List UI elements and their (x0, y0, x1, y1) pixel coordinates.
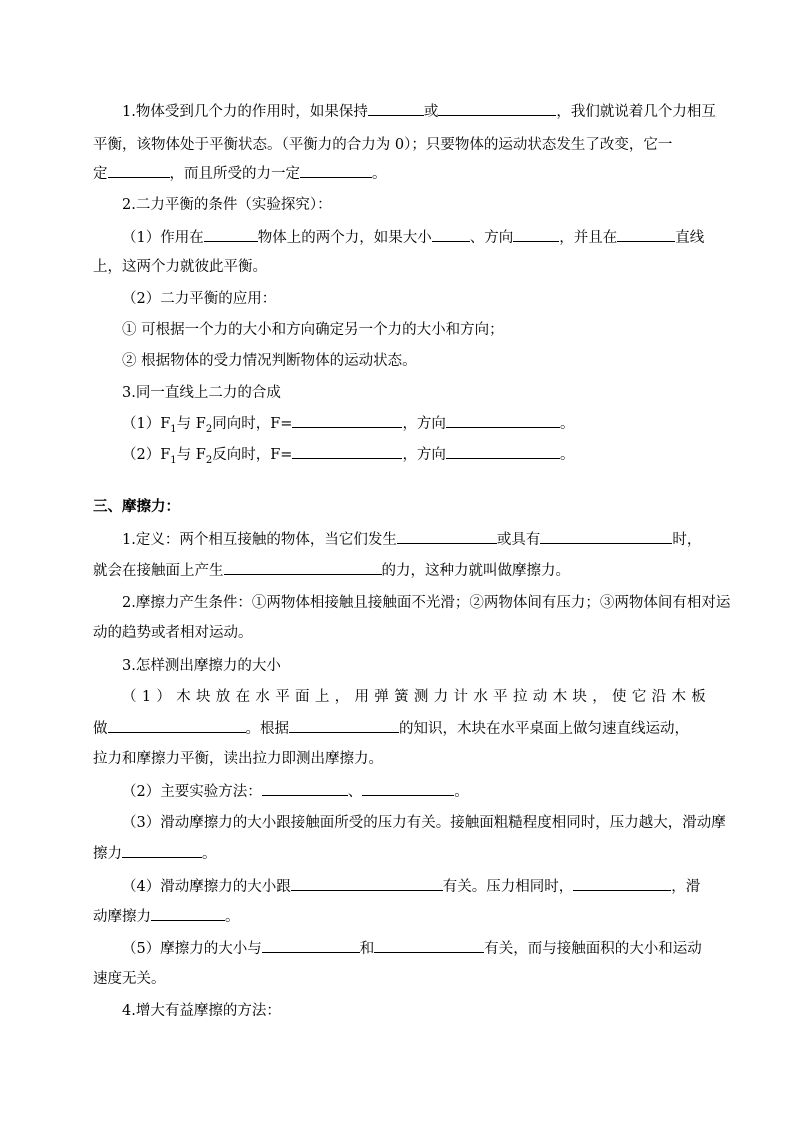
blank[interactable] (446, 444, 560, 459)
blank[interactable] (573, 876, 671, 891)
para-8: $(1)F_1$与 $F_2$同向时，F= ，方向 。 (122, 413, 794, 434)
para-7: 3.同一直线上二力的合成 (122, 385, 281, 401)
blank[interactable] (617, 227, 675, 242)
measure-3-line-2: 擦力 。 (93, 843, 794, 864)
para-9: $(2)F_1$与 $F_2$反向时，F= ，方向 。 (122, 444, 794, 465)
increase-friction-heading: 4.增大有益摩擦的方法： (122, 1003, 281, 1019)
definition-line-2: 就会在接触面上产生 的力，这种力就叫做摩擦力。 (93, 560, 794, 581)
para-3-line-2: 上，这两个力就彼此平衡。 (93, 259, 267, 275)
para-5: ① 可根据一个力的大小和方向确定另一个力的大小和方向； (122, 322, 504, 338)
measure-5-line-2: 速度无关。 (93, 971, 166, 987)
measure-1-line-1: （ 1 ） 木 块 放 在 水 平 面 上 ， 用 弹 簧 测 力 计 水 平 拉 动 木 块 ， 使 它 沿 木 板 (122, 689, 706, 705)
blank[interactable] (262, 781, 348, 796)
blank[interactable] (362, 781, 454, 796)
blank[interactable] (224, 560, 382, 575)
blank[interactable] (291, 876, 443, 891)
measure-4-line-1: （4）滑动摩擦力的大小跟 有关。压力相同时， ，滑 (122, 876, 704, 897)
blank[interactable] (540, 529, 672, 544)
blank[interactable] (292, 444, 402, 459)
blank[interactable] (262, 938, 360, 953)
blank[interactable] (292, 413, 402, 428)
measure-3-line-1: （3）滑动摩擦力的大小跟接触面所受的压力有关。接触面粗糙程度相同时，压力越大，滑动摩 (122, 815, 726, 831)
conditions-line-1: 2.摩擦力产生条件：①两物体相接触且接触面不光滑；②两物体间有压力；③两物体间有相对运 (122, 595, 731, 611)
para-2: 2.二力平衡的条件（实验探究）： (122, 197, 332, 213)
conditions-line-2: 动的趋势或者相对运动。 (93, 625, 253, 641)
blank[interactable] (374, 938, 484, 953)
blank[interactable] (432, 227, 470, 242)
para-4: （2）二力平衡的应用： (122, 291, 277, 307)
blank[interactable] (438, 101, 556, 116)
blank[interactable] (108, 718, 246, 733)
blank[interactable] (446, 413, 560, 428)
para-1-line-2: 平衡，该物体处于平衡状态。（平衡力的合力为 0）；只要物体的运动状态发生了改变，它一 (93, 137, 673, 153)
blank[interactable] (368, 101, 424, 116)
blank[interactable] (289, 718, 399, 733)
blank[interactable] (300, 163, 372, 178)
definition-line-1: 1.定义：两个相互接触的物体，当它们发生 或具有 时， (122, 529, 712, 550)
measure-1-line-3: 拉力和摩擦力平衡，读出拉力即测出摩擦力。 (93, 751, 383, 767)
blank[interactable] (513, 227, 559, 242)
para-3-line-1: （1）作用在 物体上的两个力，如果大小 、方向 ，并且在 直线 (122, 227, 794, 248)
para-1-line-1: 1.物体受到几个力的作用时，如果保持 或 ，我们就说着几个力相互 (122, 101, 712, 122)
section-heading: 三、摩擦力： (93, 498, 180, 515)
blank[interactable] (204, 227, 258, 242)
blank[interactable] (151, 906, 225, 921)
para-1-line-3: 定 ，而且所受的力一定 。 (93, 163, 794, 184)
measure-5-line-1: （5）摩擦力的大小与 和 有关，而与接触面积的大小和运动 (122, 938, 706, 959)
blank[interactable] (397, 529, 497, 544)
measure-heading: 3.怎样测出摩擦力的大小 (122, 658, 281, 674)
blank[interactable] (122, 843, 202, 858)
measure-4-line-2: 动摩擦力 。 (93, 906, 794, 927)
para-6: ② 根据物体的受力情况判断物体的运动状态。 (122, 353, 417, 369)
measure-1-line-2: 做 。根据 的知识，木块在水平桌面上做匀速直线运动， (93, 718, 794, 739)
measure-2: （2）主要实验方法： 、 。 (122, 781, 794, 802)
blank[interactable] (108, 163, 170, 178)
